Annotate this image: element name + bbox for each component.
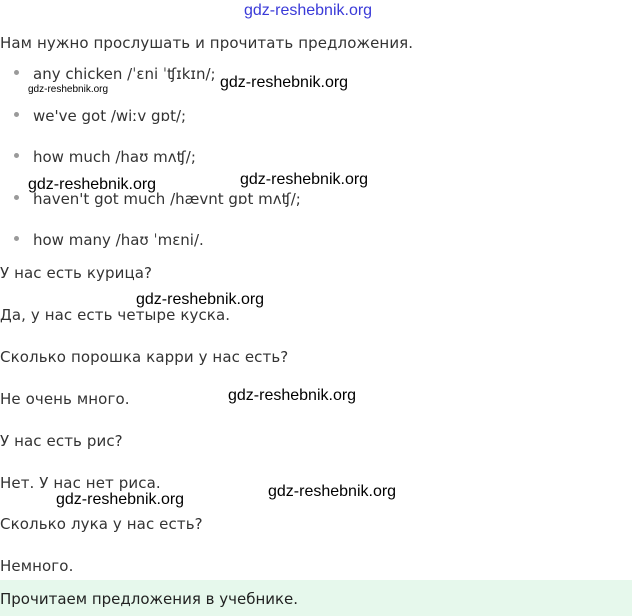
bullet-text: haven't got much /hævnt gɒt mʌʧ/; — [33, 190, 301, 208]
dialogue-line: У нас есть курица? — [0, 264, 153, 282]
bullet-item — [14, 231, 204, 249]
bullet-dot — [14, 153, 19, 158]
watermark-small: gdz-reshebnik.org — [28, 84, 109, 95]
bullet-text: any chicken /ˈɛni ˈʧɪkɪn/; — [33, 65, 216, 83]
bullet-text: how many /haʊ ˈmɛni/. — [33, 231, 204, 249]
banner — [0, 580, 632, 616]
bullet-item — [14, 148, 196, 166]
watermark: gdz-reshebnik.org — [28, 176, 157, 193]
dialogue-line: Сколько лука у нас есть? — [0, 515, 203, 533]
intro-text: Нам нужно прослушать и прочитать предложения. — [0, 34, 414, 52]
dialogue-line: Да, у нас есть четыре куска. — [0, 306, 231, 324]
watermark: gdz-reshebnik.org — [136, 291, 265, 308]
bullet-item — [14, 107, 186, 125]
bullet-dot — [14, 70, 19, 75]
dialogue-line: Немного. — [0, 557, 74, 575]
bullet-text: we've got /wiːv gɒt/; — [33, 107, 187, 125]
watermark: gdz-reshebnik.org — [240, 171, 369, 188]
watermark: gdz-reshebnik.org — [220, 74, 349, 91]
dialogue-line: Не очень много. — [0, 390, 130, 408]
watermark: gdz-reshebnik.org — [228, 387, 357, 404]
bullet-text: how much /haʊ mʌʧ/; — [33, 148, 196, 166]
dialogue-line: Сколько порошка карри у нас есть? — [0, 348, 289, 366]
bullet-item — [14, 190, 301, 208]
watermark-top: gdz-reshebnik.org — [244, 2, 373, 19]
watermark: gdz-reshebnik.org — [268, 483, 397, 500]
banner-text: Прочитаем предложения в учебнике. — [0, 590, 299, 608]
bullet-dot — [14, 195, 19, 200]
bullet-dot — [14, 112, 19, 117]
watermark: gdz-reshebnik.org — [56, 491, 185, 508]
dialogue-line: Нет. У нас нет риса. — [0, 474, 161, 492]
bullet-dot — [14, 236, 19, 241]
dialogue-line: У нас есть рис? — [0, 432, 123, 450]
bullet-item — [14, 65, 216, 83]
